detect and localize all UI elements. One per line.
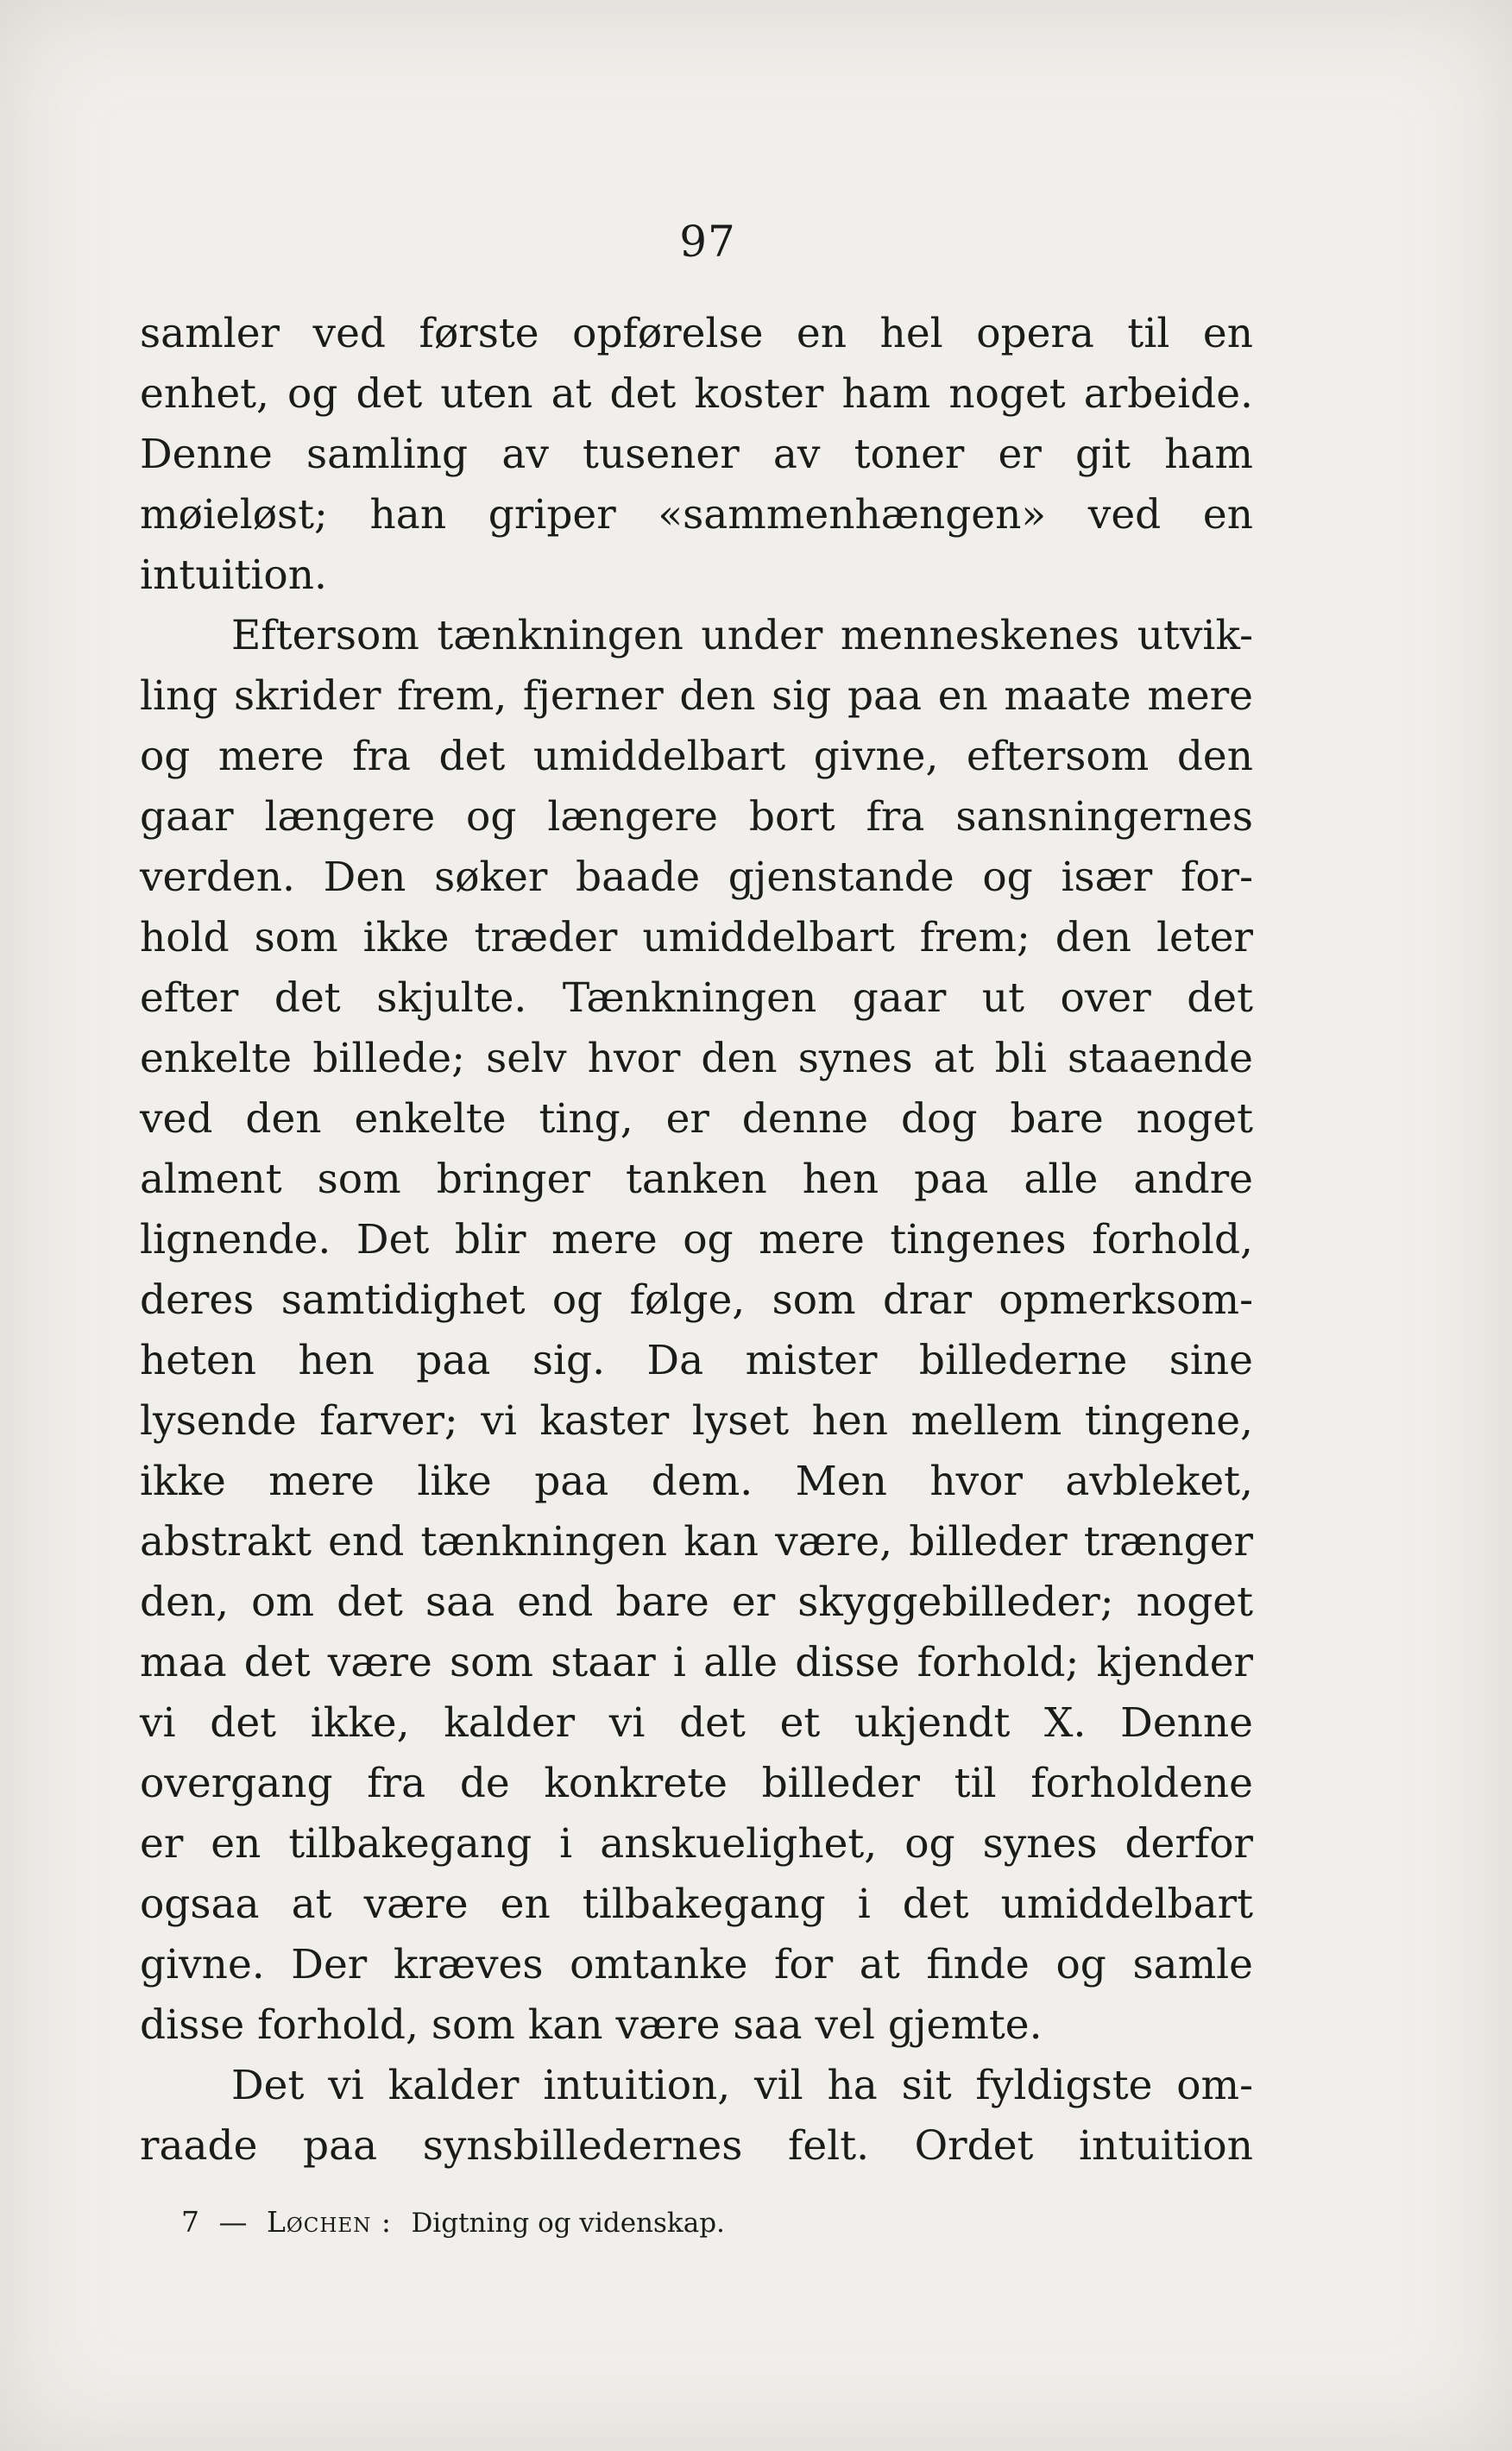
text-line: maa det være som staar i alle disse forhold; kjender [140, 1639, 1253, 1686]
text-line: intuition. [140, 551, 327, 599]
text-line: disse forhold, som kan være saa vel gjemte. [140, 2001, 1043, 2049]
paragraph-2 [140, 606, 1253, 2056]
text-line: heten hen paa sig. Da mister billederne sine [140, 1337, 1253, 1384]
text-line: efter det skjulte. Tænkningen gaar ut over det [140, 974, 1253, 1022]
text-line: samler ved første opførelse en hel opera til en [140, 310, 1253, 357]
text-line: Denne samling av tusener av toner er git ham [140, 431, 1253, 478]
text-line: gaar længere og længere bort fra sansningernes [140, 793, 1253, 841]
text-line: raade paa synsbilledernes felt. Ordet intuition [140, 2122, 1253, 2170]
text-line: ikke mere like paa dem. Men hvor avbleket, [140, 1458, 1253, 1505]
text-line: enhet, og det uten at det koster ham noget arbeide. [140, 370, 1253, 418]
paragraph-3 [140, 2056, 1253, 2177]
text-line: lysende farver; vi kaster lyset hen mellem tingene, [140, 1397, 1253, 1445]
paragraph-1 [140, 304, 1253, 606]
text-line: Det vi kalder intuition, vil ha sit fyldigste om- [231, 2062, 1253, 2109]
text-line: den, om det saa end bare er skyggebilleder; noget [140, 1578, 1253, 1626]
body-text [140, 304, 1253, 2177]
text-line: ogsaa at være en tilbakegang i det umiddelbart [140, 1881, 1253, 1928]
text-line: verden. Den søker baade gjenstande og især for- [140, 854, 1253, 901]
text-line: møieløst; han griper «sammenhængen» ved en [140, 491, 1253, 539]
text-line: lignende. Det blir mere og mere tingenes forhold, [140, 1216, 1253, 1263]
text-line: alment som bringer tanken hen paa alle andre [140, 1156, 1253, 1203]
footer-book-title: Digtning og videnskap. [411, 2208, 725, 2239]
text-line: er en tilbakegang i anskuelighet, og synes derfor [140, 1820, 1253, 1868]
text-line: ved den enkelte ting, er denne dog bare noget [140, 1095, 1253, 1143]
page-number: 97 [679, 217, 736, 267]
footer-author: Løchen : [267, 2205, 392, 2239]
text-line: overgang fra de konkrete billeder til forholdene [140, 1760, 1253, 1807]
signature-mark: 7 [181, 2205, 199, 2239]
text-line: deres samtidighet og følge, som drar opmerksom- [140, 1276, 1253, 1324]
text-line: enkelte billede; selv hvor den synes at bli staaende [140, 1035, 1253, 1082]
text-line: vi det ikke, kalder vi det et ukjendt X. Denne [140, 1699, 1253, 1747]
text-line: abstrakt end tænkningen kan være, billeder trænger [140, 1518, 1253, 1566]
text-line: givne. Der kræves omtanke for at finde og samle [140, 1941, 1253, 1988]
signature-footer [181, 2203, 735, 2242]
text-line: hold som ikke træder umiddelbart frem; den leter [140, 914, 1253, 961]
text-line: ling skrider frem, fjerner den sig paa en maate mere [140, 672, 1253, 720]
text-line: Eftersom tænkningen under menneskenes utvik- [231, 612, 1253, 659]
text-line: og mere fra det umiddelbart givne, eftersom den [140, 733, 1253, 780]
footer-dash: — [218, 2205, 248, 2239]
